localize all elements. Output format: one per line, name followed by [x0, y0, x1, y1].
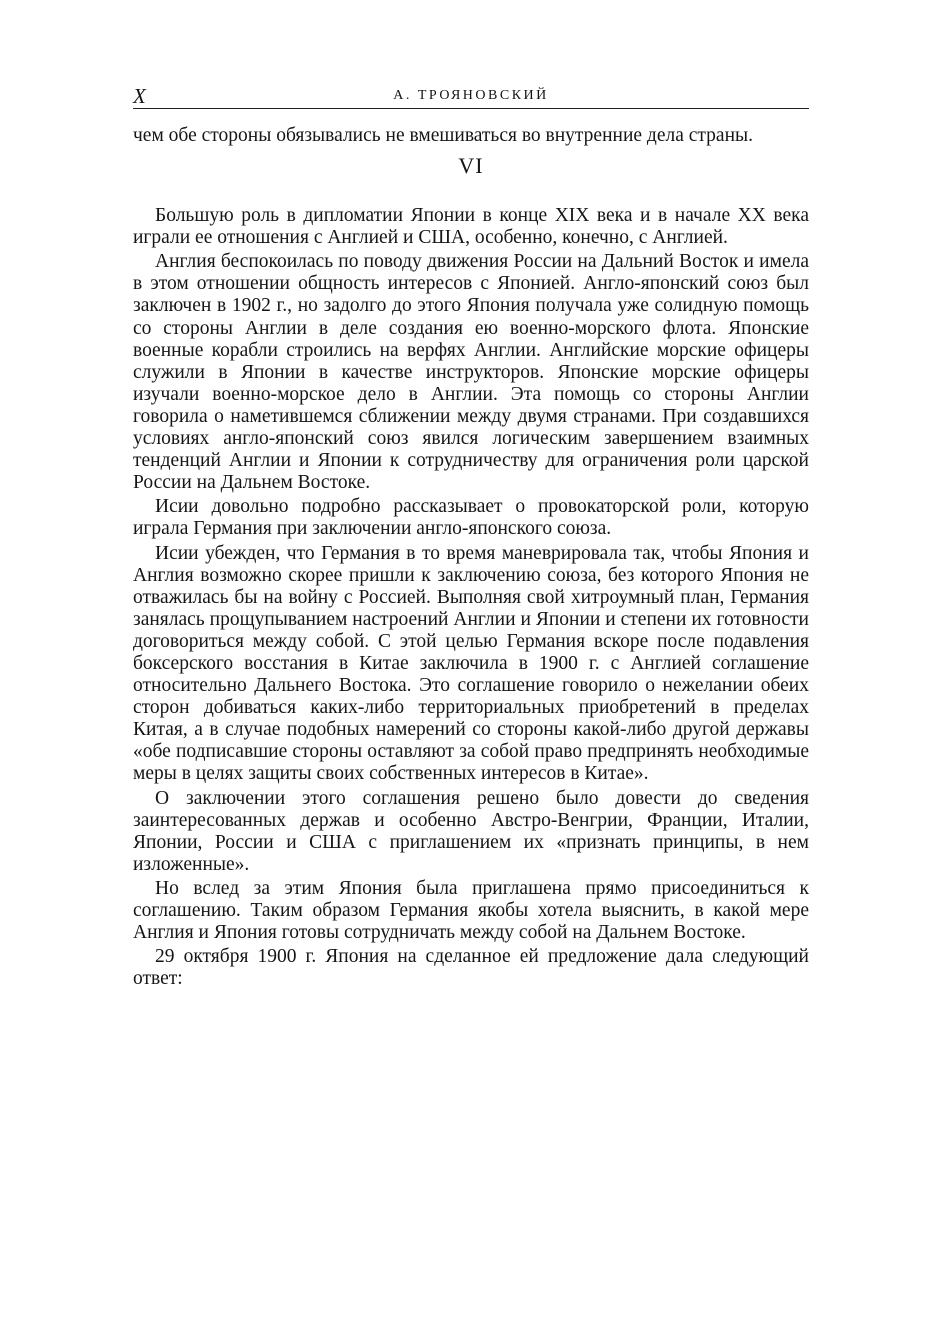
paragraph: Исии убежден, что Германия в то время маневрировала так, чтобы Япония и Англия возможно скорее пришли к заключению союза, без которого Япония не отважилась бы на войну с Россией. Выполняя свой хитроумный план, Германия занялась прощупыванием настроений Англии и Японии и степени их готовности договориться между собой. С этой целью Германия вскоре после подавления боксерского восстания в Китае заключила в 1900 г. с Англией соглашение относительно Дальнего Востока. Это соглашение говорило о нежелании обеих сторон добиваться каких-либо территориальных приобретений в пределах Китая, а в случае подобных намерений со стороны какой-либо другой державы «обе подписавшие стороны оставляют за собой право предпринять необходимые меры в целях защиты своих собственных интересов в Китае». — [133, 542, 809, 785]
paragraph: Англия беспокоилась по поводу движения России на Дальний Восток и имела в этом отношении общность интересов с Японией. Англо-японский союз был заключен в 1902 г., но задолго до этого Япония получала уже солидную помощь со стороны Англии в деле создания ею военно-морского флота. Японские военные корабли строились на верфях Англии. Английские морские офицеры служили в Японии в качестве инструкторов. Японские морские офицеры изучали военно-морское дело в Англии. Эта помощь со стороны Англии говорила о наметившемся сближении между двумя странами. При создавшихся условиях англо-японский союз явился логическим завершением взаимных тенденций Англии и Японии к сотрудничеству для ограничения роли царской России на Дальнем Востоке. — [133, 251, 809, 494]
paragraph: О заключении этого соглашения решено было довести до сведения заинтересованных держав и особенно Австро-Венгрии, Франции, Италии, Японии, России и США с приглашением их «признать принципы, в нем изложенные». — [133, 787, 809, 875]
paragraph: Большую роль в дипломатии Японии в конце XIX века и в начале XX века играли ее отношения с Англией и США, особенно, конечно, с Англией. — [133, 205, 809, 249]
paragraph-continuation: чем обе стороны обязывались не вмешиваться во внутренние дела страны. — [133, 125, 753, 146]
body-text — [133, 125, 809, 990]
page-header — [133, 84, 809, 109]
document-page — [133, 84, 809, 990]
running-head-author: А. ТРОЯНОВСКИЙ — [393, 88, 549, 103]
section-number: VI — [458, 153, 484, 179]
paragraph: Но вслед за этим Япония была приглашена прямо присоединиться к соглашению. Таким образом Германия якобы хотела выяснить, в какой мере Англия и Япония готовы сотрудничать между собой на Дальнем Востоке. — [133, 877, 809, 944]
page-number: X — [133, 84, 146, 108]
paragraph: Исии довольно подробно рассказывает о провокаторской роли, которую играла Германия при заключении англо-японского союза. — [133, 496, 809, 540]
paragraph: 29 октября 1900 г. Япония на сделанное ей предложение дала следующий ответ: — [133, 946, 809, 990]
